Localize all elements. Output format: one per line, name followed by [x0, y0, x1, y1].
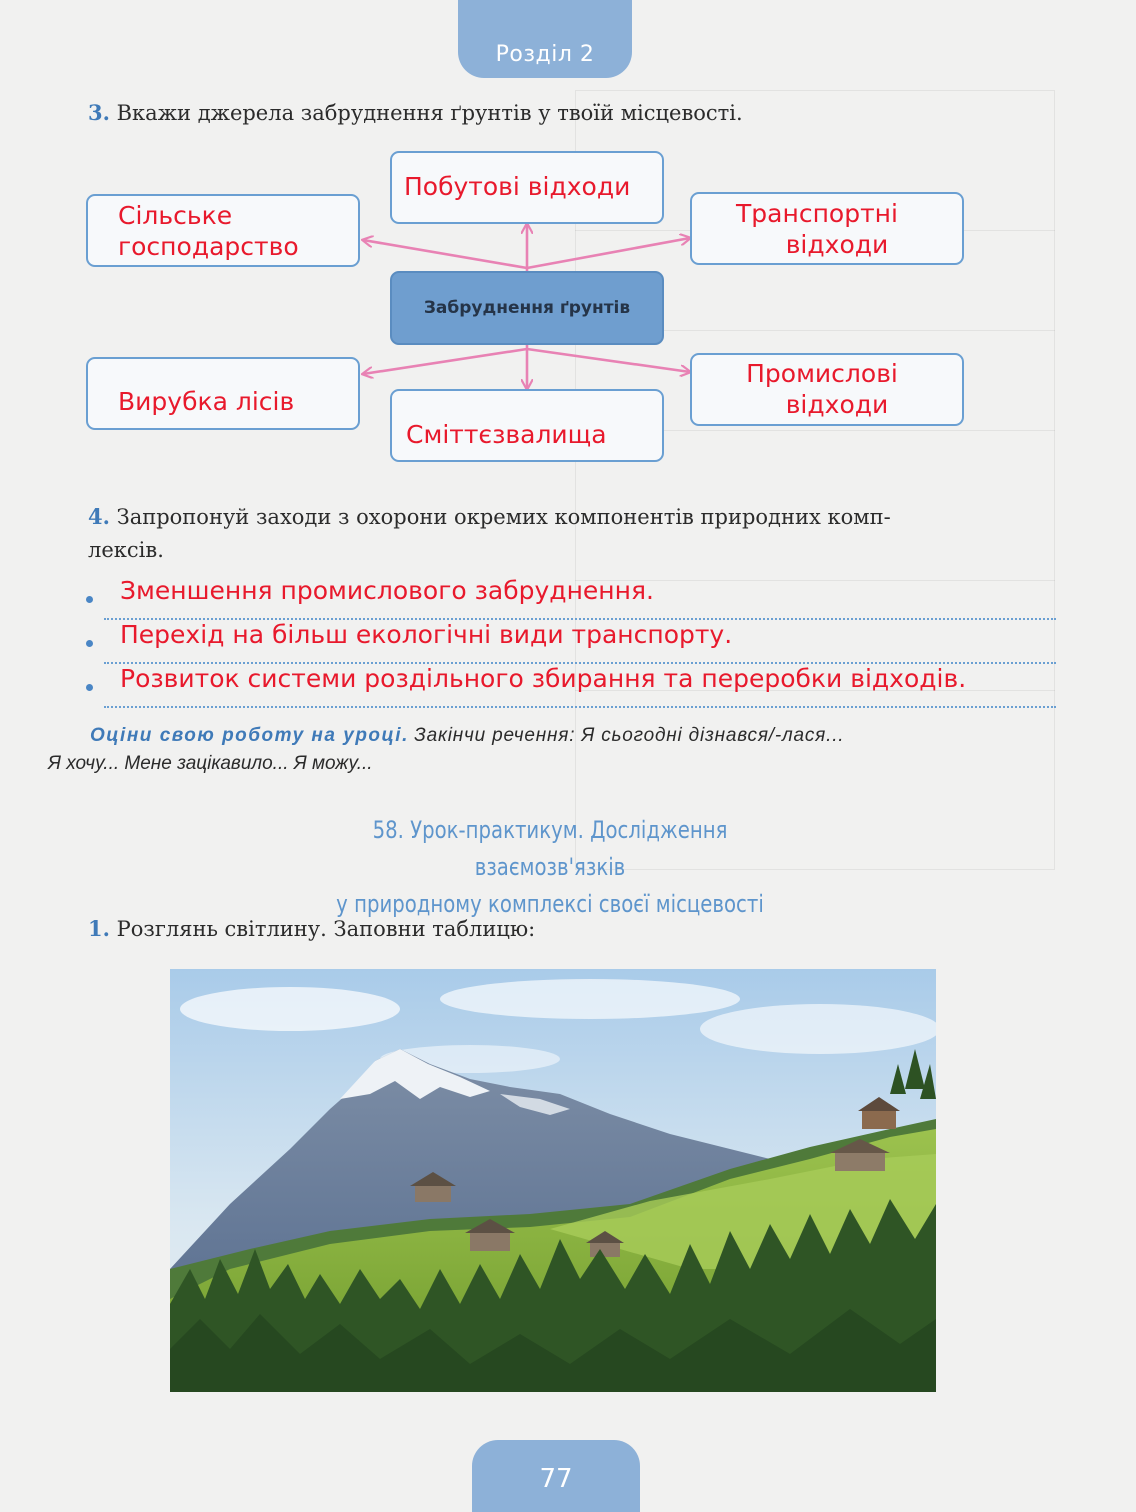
diagram-center-label: Забруднення ґрунтів [423, 297, 631, 318]
bullet-icon [86, 684, 93, 691]
lesson-title-line2: у природному комплексі своєї місцевості [336, 890, 764, 918]
task-3-text: Вкажи джерела забруднення ґрунтів у твоїй місцевості. [116, 101, 743, 125]
mountain-landscape-photo [170, 969, 936, 1392]
task-1 [88, 916, 535, 941]
answer-agriculture-line2: господарство [118, 232, 299, 261]
answer-household: Побутові відходи [404, 172, 631, 201]
self-evaluation-line2: Я хочу... Мене зацікавило... Я можу... [48, 753, 373, 774]
self-evaluation [48, 722, 1058, 778]
answer-deforestation: Вирубка лісів [118, 387, 295, 416]
answer-industrial-line2: відходи [785, 390, 889, 419]
answer-transport-line1: Транспортні [736, 199, 898, 228]
arrow-down-right [527, 349, 690, 372]
diagram-box-agriculture [86, 194, 360, 267]
landscape-illustration [170, 969, 936, 1392]
dotted-line [104, 706, 1056, 708]
answer-line-3 [86, 664, 1056, 708]
lesson-title [304, 812, 796, 923]
diagram-center-box [390, 271, 664, 345]
page-number: 77 [472, 1440, 640, 1512]
task-1-text: Розглянь світлину. Заповни таблицю: [116, 917, 536, 941]
answer-industrial-line1: Промислові [746, 359, 898, 388]
task-4 [88, 500, 1058, 567]
answer-agriculture-line1: Сільське [118, 201, 233, 230]
task-4-line2: лексів. [88, 538, 164, 562]
bullet-icon [86, 640, 93, 647]
diagram-box-industrial [690, 353, 964, 426]
diagram-box-landfills [390, 389, 664, 462]
answer-text-2: Перехід на більш екологічні види транспорту. [120, 620, 733, 649]
section-tab: Розділ 2 [458, 0, 632, 78]
self-evaluation-heading: Оціни свою роботу на уроці. [90, 725, 409, 746]
answer-transport-line2: відходи [785, 230, 889, 259]
diagram-box-household [390, 151, 664, 224]
task-3-number: 3. [88, 100, 110, 125]
diagram-box-transport [690, 192, 964, 265]
diagram-box-deforestation [86, 357, 360, 430]
arrow-up-right [527, 238, 690, 268]
answer-text-1: Зменшення промислового забруднення. [120, 576, 654, 605]
answer-landfills: Сміттєзвалища [406, 420, 607, 449]
answer-line-2 [86, 620, 1056, 664]
task-1-number: 1. [88, 916, 110, 941]
answer-text-3: Розвиток системи роздільного збирання та переробки відходів. [120, 664, 967, 693]
bullet-icon [86, 596, 93, 603]
arrow-up-left [363, 240, 527, 268]
answer-line-1 [86, 576, 1056, 620]
lesson-title-line1: 58. Урок-практикум. Дослідження взаємозв'язків [372, 816, 728, 881]
self-evaluation-prompt: Закінчи речення: Я сьогодні дізнався/-лася... [414, 725, 845, 746]
arrow-down-left [363, 349, 527, 374]
task-4-line1: Запропонуй заходи з охорони окремих компонентів природних комп- [116, 505, 891, 529]
task-4-number: 4. [88, 504, 110, 529]
